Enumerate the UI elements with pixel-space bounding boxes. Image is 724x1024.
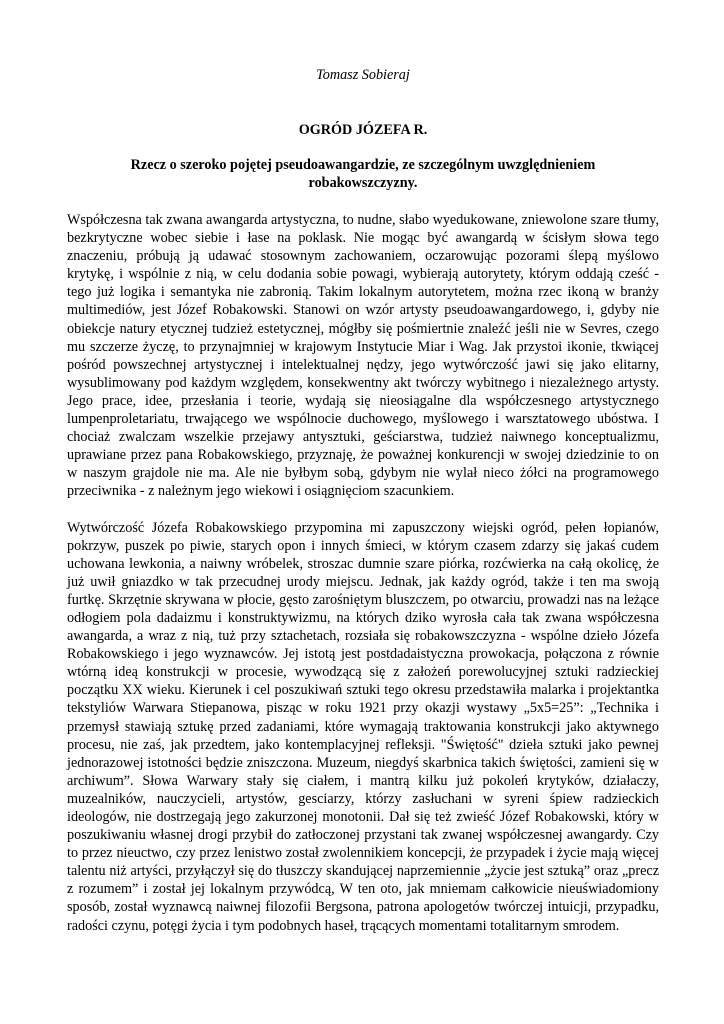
body-paragraph-2: Wytwórczość Józefa Robakowskiego przypomina mi zapuszczony wiejski ogród, pełen łopianów, pokrzyw, puszek po piwie, starych opon i innych śmieci, w którym czasem zdarzy się jakaś cudem uchowana lewkonia, a naiwny wróbelek, stroszac dumnie szare piórka, rozćwierka na całą okolicę, że już uwił gniazdko w tak przecudnej urody miejscu. Jednak, jak każdy ogród, także i ten ma swoją furtkę. Skrzętnie skrywana w płocie, gęsto zarośniętym bluszczem, po otwarciu, prowadzi nas na leżące odłogiem pola dadaizmu i konstruktywizmu, na których dziko wyrosła cała tak zwana współczesna awangarda, a wraz z nią, tuż przy sztachetach, rozsiała się robakowszczyzna - wspólne dzieło Józefa Robakowskiego i jego wyznawców. Jej istotą jest postdadaistyczna prowokacja, połączona z równie wtórną ideą konstrukcji w procesie, wywodzącą się z założeń porewolucyjnej sztuki radzieckiej początku XX wieku. Kierunek i cel poszukiwań sztuki tego okresu przedstawiła malarka i projektantka tekstyliów Warwara Stiepanowa, pisząc w roku 1921 przy okazji wystawy „5x5=25”: „Technika i przemysł stawiają sztukę przed zadaniami, które wymagają traktowania konstrukcji jako aktywnego procesu, nie zaś, jak przedtem, jako kontemplacyjnej refleksji. "Świętość" dzieła sztuki jako pewnej jednorazowej istotności będzie zniszczona. Muzeum, niegdyś skarbnica takich świętości, zamieni się w archiwum”. Słowa Warwary stały się ciałem, i mantrą kilku już pokoleń krytyków, działaczy, muzealników, nauczycieli, artystów, gesciarzy, którzy zasłuchani w syreni śpiew radzieckich ideologów, nie dostrzegają jego zakurzonej monotonii. Dał się też zwieść Józef Robakowski, który w poszukiwaniu własnej drogi przybił do zatłoczonej przystani tak zwanej współczesnej awangardy. Czy to przez nieuctwo, czy przez lenistwo został zwolennikiem koncepcji, że przypadek i życie mają więcej talentu niż artyści, przyłączył się do tłuszczy skandującej naprzemiennie „życie jest sztuką” oraz „precz z rozumem” i został jej lokalnym przywódcą, W ten oto, jak mniemam całkowicie nieuświadomiony sposób, został wyznawcą naiwnej filozofii Bergsona, patrona apologetów twórczej intuicji, przypadku, radości czynu, potęgi życia i tym podobnych haseł, trącących momentami totalitarnym smrodem. bbox=[67, 519, 659, 934]
document-title: OGRÓD JÓZEFA R. bbox=[298, 122, 428, 138]
body-paragraph-1: Współczesna tak zwana awangarda artystyczna, to nudne, słabo wyedukowane, zniewolone szare tłumy, bezkrytyczne wobec siebie i łase na poklask. Nie mogąc być awangardą w ścisłym słowa tego znaczeniu, próbują ją udawać stosownym zachowaniem, oczarowując pozorami ślepą myślowo krytykę, i wspólnie z nią, w celu dodania sobie powagi, wybierają autorytety, którym oddają cześć - tego już logika i semantyka nie zabronią. Takim lokalnym autorytetem, można rzec ikoną w branży multimediów, jest Józef Robakowski. Stanowi on wzór artysty pseudoawangardowego, i, gdyby nie obiekcje natury etycznej tudzież estetycznej, mógłby się pośmiertnie znaleźć jeśli nie w Sevres, czego mu szczerze życzę, to przynajmniej w krajowym Instytucie Miar i Wag. Jak przystoi ikonie, tkwiącej pośród powszechnej artystycznej i intelektualnej nędzy, jego wytwórczość jawi się jako elitarny, wysublimowany pod każdym względem, konsekwentny akt twórczy wybitnego i niezależnego artysty. Jego prace, idee, przesłania i teorie, wydają się nieosiągalne dla współczesnego artystycznego lumpenproletariatu, trwającego we wspólnocie duchowego, myślowego i warsztatowego ubóstwa. I chociaż zwalczam wszelkie przejawy antysztuki, geściarstwa, tudzież naiwnego konceptualizmu, uprawiane przez pana Robakowskiego, przyznaję, że poważnej konkurencji w swojej dziedzinie to on w naszym grajdole nie ma. Ale nie byłbym sobą, gdybym nie wylał nieco żółci na programowego przeciwnika - z należnym jego wiekowi i osiągnięciom szacunkiem. bbox=[67, 212, 659, 500]
author-name: Tomasz Sobieraj bbox=[316, 67, 410, 83]
document-subtitle: Rzecz o szeroko pojętej pseudoawangardzie, ze szczególnym uwzględnieniem robakowszczyzny. bbox=[130, 157, 596, 191]
